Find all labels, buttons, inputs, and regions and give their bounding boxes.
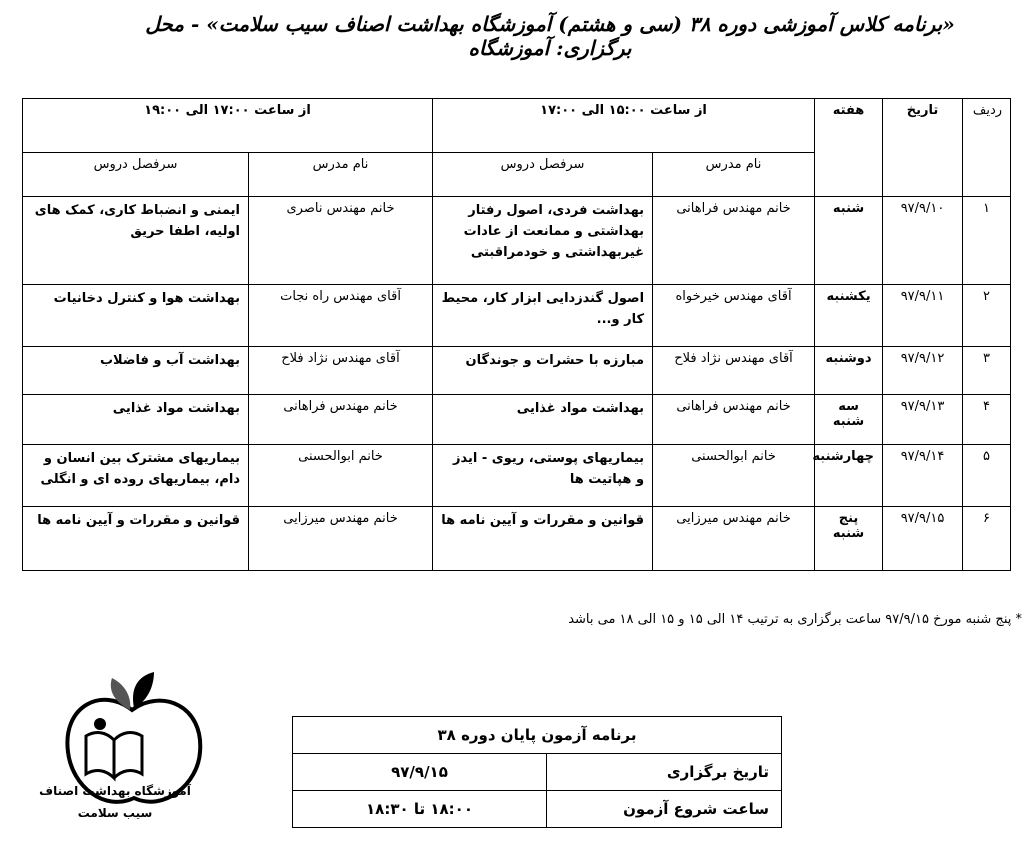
row-topic-2: بهداشت آب و فاضلاب (23, 347, 249, 395)
row-teacher-1: خانم مهندس فراهانی (653, 197, 815, 285)
row-topic-2: بیماریهای مشترک بین انسان و دام، بیماریهای روده ای و انگلی (23, 445, 249, 507)
row-teacher-2: آقای مهندس نژاد فلاح (249, 347, 433, 395)
exam-title: برنامه آزمون پایان دوره ۳۸ (293, 717, 782, 754)
row-number: ۱ (963, 197, 1011, 285)
apple-logo-icon (42, 666, 212, 826)
row-topic-1: بهداشت مواد غذایی (433, 395, 653, 445)
page-title: «برنامه کلاس آموزشی دوره ۳۸ (سی و هشتم) آموزشگاه بهداشت اصناف سیب سلامت» - محل برگزاری: آموزشگاه (145, 12, 955, 60)
table-row (23, 197, 1011, 285)
logo-text-line-2: سیب سلامت (77, 806, 153, 820)
table-row (23, 347, 1011, 395)
row-number: ۲ (963, 285, 1011, 347)
row-teacher-1: خانم مهندس فراهانی (653, 395, 815, 445)
schedule-table (22, 98, 1011, 571)
row-number: ۳ (963, 347, 1011, 395)
row-teacher-2: خانم ابوالحسنی (249, 445, 433, 507)
row-date: ۹۷/۹/۱۴ (883, 445, 963, 507)
row-teacher-2: آقای مهندس راه نجات (249, 285, 433, 347)
header-topics-1: سرفصل دروس (433, 153, 653, 197)
row-teacher-1: خانم ابوالحسنی (653, 445, 815, 507)
row-number: ۴ (963, 395, 1011, 445)
header-slot-2: از ساعت ۱۷:۰۰ الی ۱۹:۰۰ (23, 99, 433, 153)
header-topics-2: سرفصل دروس (23, 153, 249, 197)
header-row-number: ردیف (963, 99, 1011, 197)
row-day: پنج شنبه (815, 507, 883, 571)
logo-text-line-1: آموزشگاه بهداشت اصناف (39, 784, 191, 798)
row-teacher-2: خانم مهندس میرزایی (249, 507, 433, 571)
header-date: تاریخ (883, 99, 963, 197)
footnote: * پنج شنبه مورخ ۹۷/۹/۱۵ ساعت برگزاری به ترتیب ۱۴ الی ۱۵ و ۱۵ الی ۱۸ می باشد (568, 612, 1022, 627)
exam-date-label: تاریخ برگزاری (547, 754, 782, 791)
exam-time-label: ساعت شروع آزمون (547, 791, 782, 828)
row-topic-1: بهداشت فردی، اصول رفتار بهداشتی و ممانعت از عادات غیربهداشتی و خودمراقبتی (433, 197, 653, 285)
row-topic-1: بیماریهای پوستی، ریوی - ایدز و هپاتیت ها (433, 445, 653, 507)
row-day: چهارشنبه (815, 445, 883, 507)
table-row (23, 445, 1011, 507)
header-teacher-2: نام مدرس (249, 153, 433, 197)
table-row (23, 395, 1011, 445)
row-teacher-2: خانم مهندس ناصری (249, 197, 433, 285)
row-date: ۹۷/۹/۱۵ (883, 507, 963, 571)
header-week: هفته (815, 99, 883, 197)
row-day: دوشنبه (815, 347, 883, 395)
row-topic-2: بهداشت هوا و کنترل دخانیات (23, 285, 249, 347)
table-row (23, 507, 1011, 571)
row-day: سه شنبه (815, 395, 883, 445)
exam-time-value: ۱۸:۰۰ تا ۱۸:۳۰ (293, 791, 547, 828)
row-date: ۹۷/۹/۱۱ (883, 285, 963, 347)
row-number: ۵ (963, 445, 1011, 507)
header-slot-1: از ساعت ۱۵:۰۰ الی ۱۷:۰۰ (433, 99, 815, 153)
row-date: ۹۷/۹/۱۳ (883, 395, 963, 445)
row-teacher-1: آقای مهندس نژاد فلاح (653, 347, 815, 395)
exam-table (292, 716, 782, 828)
row-day: شنبه (815, 197, 883, 285)
table-row (23, 285, 1011, 347)
row-topic-1: قوانین و مقررات و آیین نامه ها (433, 507, 653, 571)
row-teacher-2: خانم مهندس فراهانی (249, 395, 433, 445)
row-date: ۹۷/۹/۱۲ (883, 347, 963, 395)
row-topic-2: ایمنی و انضباط کاری، کمک های اولیه، اطفا حریق (23, 197, 249, 285)
row-teacher-1: آقای مهندس خیرخواه (653, 285, 815, 347)
row-topic-2: قوانین و مقررات و آیین نامه ها (23, 507, 249, 571)
row-day: یکشنبه (815, 285, 883, 347)
header-teacher-1: نام مدرس (653, 153, 815, 197)
exam-date-value: ۹۷/۹/۱۵ (293, 754, 547, 791)
row-number: ۶ (963, 507, 1011, 571)
row-topic-1: اصول گندزدایی ابزار کار، محیط کار و... (433, 285, 653, 347)
row-topic-2: بهداشت مواد غذایی (23, 395, 249, 445)
row-date: ۹۷/۹/۱۰ (883, 197, 963, 285)
row-teacher-1: خانم مهندس میرزایی (653, 507, 815, 571)
row-topic-1: مبارزه با حشرات و جوندگان (433, 347, 653, 395)
